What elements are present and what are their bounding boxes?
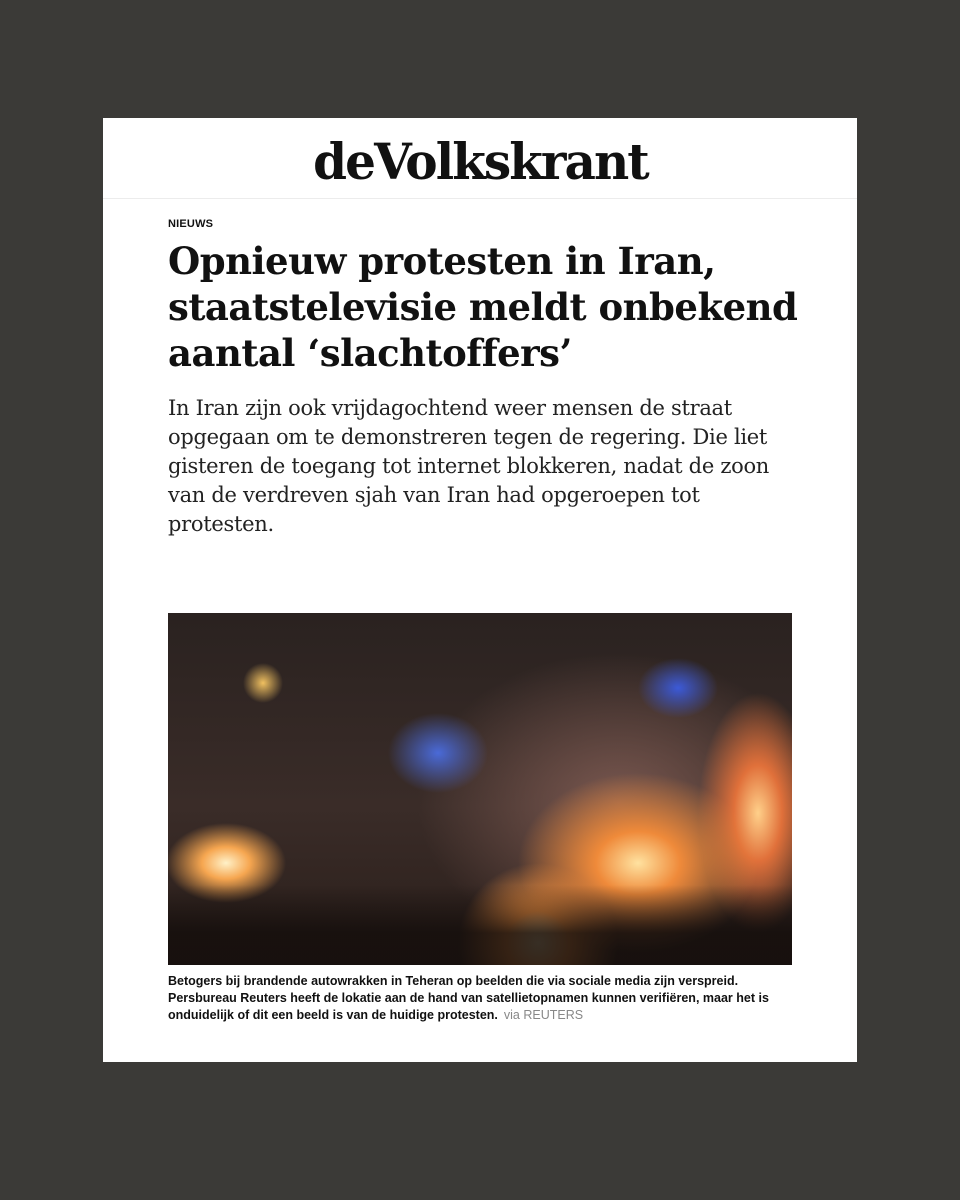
lede: In Iran zijn ook vrijdagochtend weer mensen de straat opgegaan om te demonstreren tegen de regering. Die liet gisteren de toegang tot internet blokkeren, nadat de zoon van de verdreven sjah van Iran had opgeroepen tot protesten.: [168, 396, 770, 536]
photo-credit: via REUTERS: [503, 1008, 584, 1022]
photo-crowd-silhouettes: [168, 885, 792, 965]
headline: Opnieuw protesten in Iran, staatstelevisie meldt onbekend aantal ‘slachtoffers’: [168, 239, 798, 375]
article-header: [168, 218, 798, 539]
photo-caption: [168, 973, 798, 1024]
article-photo: [168, 613, 792, 965]
caption-text: Betogers bij brandende autowrakken in Teheran op beelden die via sociale media zijn verspreid. Persbureau Reuters heeft de lokatie aan de hand van satellietopnamen kunnen verifiëren, maar het is onduidelijk of dit een beeld is van de huidige protesten.: [168, 974, 769, 1022]
article-card: [103, 118, 857, 1062]
masthead: [103, 118, 857, 199]
section-label[interactable]: NIEUWS: [168, 218, 214, 230]
volkskrant-logo[interactable]: deVolkskrant: [312, 131, 648, 191]
